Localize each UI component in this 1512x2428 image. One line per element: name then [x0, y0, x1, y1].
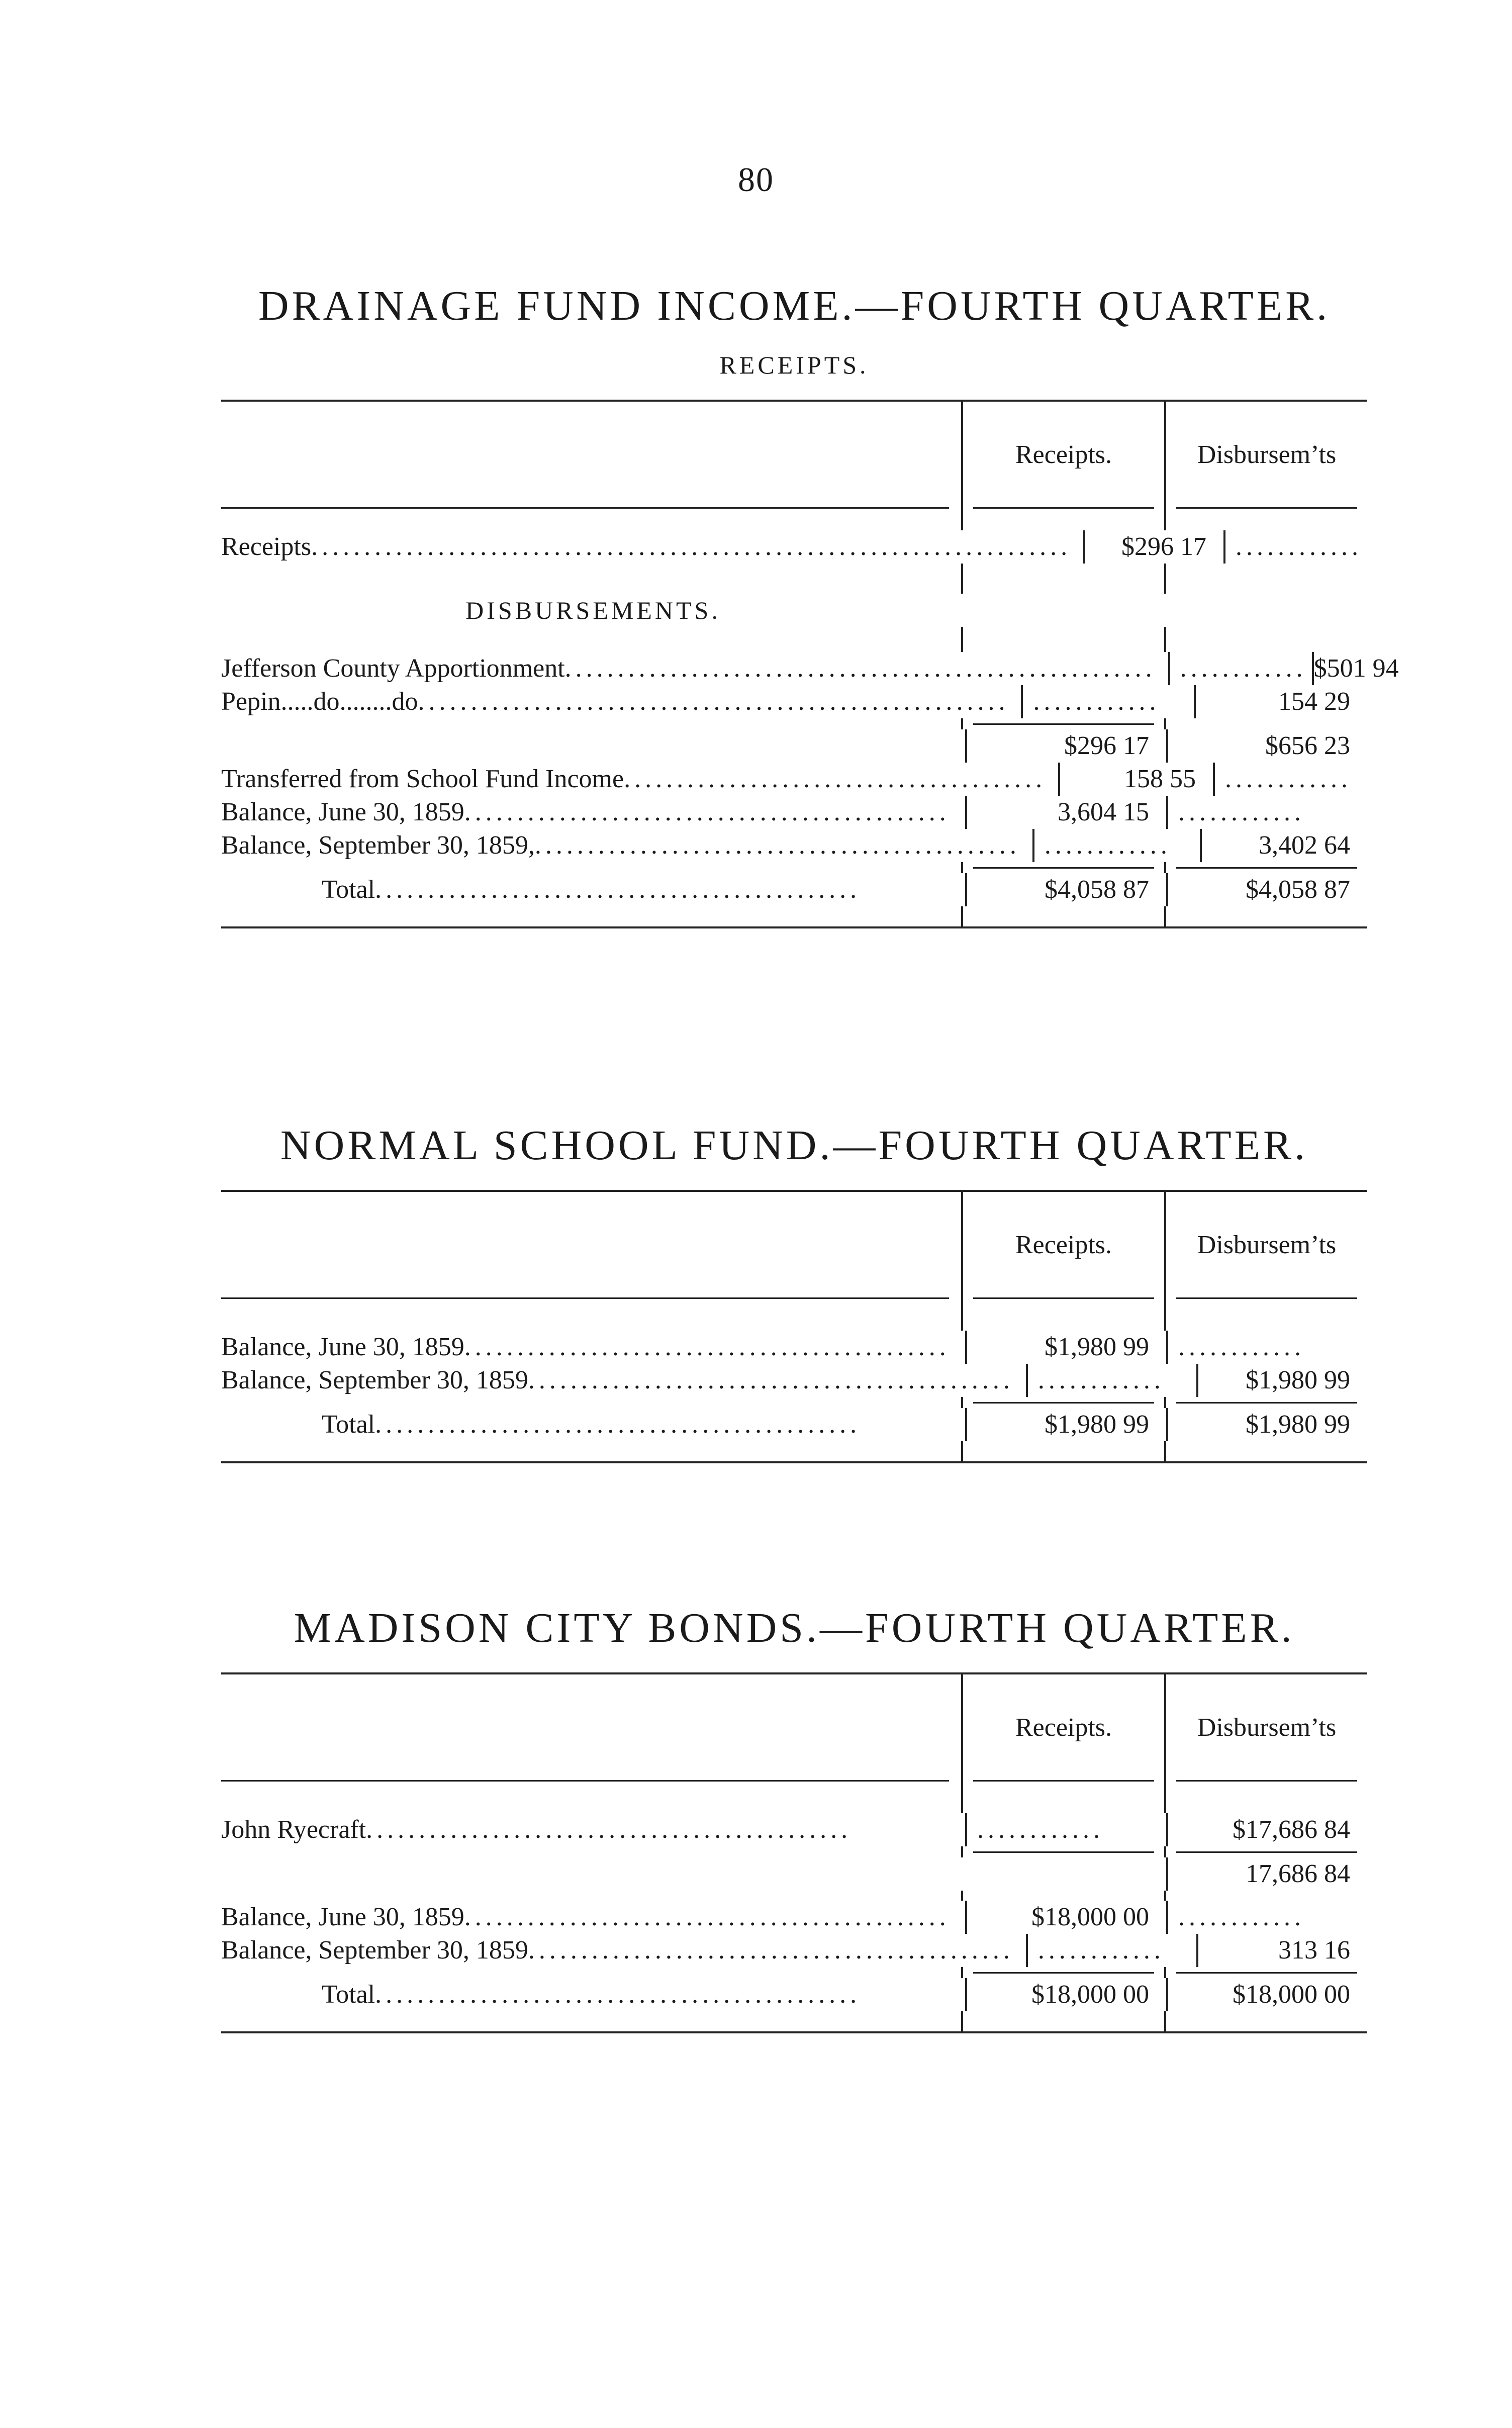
- row-label: Transferred from School Fund Income: [221, 765, 624, 793]
- table-row: Jefferson County Apportionment ........................................................ ............ $501 94: [221, 652, 1367, 685]
- table-row: Transferred from School Fund Income ........................................ 158 55 ............: [221, 763, 1367, 796]
- disbursements-cell: $1,980 99: [1196, 1364, 1367, 1397]
- receipts-cell: 158 55: [1058, 763, 1213, 796]
- row-label: Balance, June 30, 1859: [221, 1333, 464, 1361]
- subtotal-row: [221, 1857, 1367, 1891]
- receipts-cell: $18,000 00: [965, 1978, 1166, 2011]
- empty-dots-cell: ............: [1026, 1934, 1196, 1967]
- section-title: MADISON CITY BONDS.—FOURTH QUARTER.: [294, 1605, 1295, 1651]
- table-row: Balance, June 30, 1859 .............................................. 3,604 15 ............: [221, 796, 1367, 829]
- row-label: Total: [322, 1980, 375, 2009]
- disbursements-column-header: Disbursem’ts: [1164, 402, 1367, 507]
- disbursements-cell: $17,686 84: [1166, 1813, 1367, 1846]
- row-label: Balance, September 30, 1859,: [221, 831, 535, 860]
- column-header-row: [221, 402, 1367, 507]
- ledger-table: [221, 400, 1399, 928]
- receipts-column-header: Receipts.: [961, 1674, 1164, 1780]
- receipts-subhead: RECEIPTS.: [719, 351, 869, 379]
- receipts-cell: $1,980 99: [965, 1331, 1166, 1364]
- table-row: Receipts ........................................................................ $296 17 ............: [221, 530, 1367, 564]
- table-row: Pepin.....do........do ........................................................ ............ 154 29: [221, 685, 1367, 718]
- disbursements-cell: $501 94: [1312, 652, 1416, 685]
- ledger-table: [221, 1672, 1367, 2033]
- total-row: Total .............................................. $1,980 99 $1,980 99: [221, 1408, 1367, 1441]
- empty-dots-cell: ............: [1026, 1364, 1196, 1397]
- table-row: Balance, June 30, 1859 .............................................. $1,980 99 ............: [221, 1331, 1367, 1364]
- disbursements-cell: 17,686 84: [1166, 1857, 1367, 1891]
- disbursements-column-header: Disbursem’ts: [1164, 1674, 1367, 1780]
- disbursements-cell: 154 29: [1194, 685, 1367, 718]
- receipts-cell: $4,058 87: [965, 873, 1166, 906]
- page-number: 80: [738, 160, 774, 199]
- madison-city-bonds-section: [221, 1604, 1367, 2033]
- section-title: DRAINAGE FUND INCOME.—FOURTH QUARTER.: [258, 283, 1331, 329]
- empty-dots-cell: ............: [1166, 796, 1367, 829]
- empty-dots-cell: ............: [1168, 652, 1312, 685]
- table-row: Balance, September 30, 1859 .............................................. ............ 313 16: [221, 1934, 1367, 1967]
- receipts-cell: $18,000 00: [965, 1901, 1166, 1934]
- empty-dots-cell: ............: [1021, 685, 1194, 718]
- column-header-row: [221, 1192, 1367, 1297]
- table-row: John Ryecraft .............................................. ............ $17,686 84: [221, 1813, 1367, 1846]
- disbursements-cell: $18,000 00: [1166, 1978, 1367, 2011]
- row-label: Total: [322, 1410, 375, 1439]
- total-row: Total .............................................. $18,000 00 $18,000 00: [221, 1978, 1367, 2011]
- disbursements-cell: $4,058 87: [1166, 873, 1367, 906]
- empty-dots-cell: ............: [1032, 829, 1200, 862]
- empty-dots-cell: ............: [1166, 1331, 1367, 1364]
- normal-school-fund-section: [221, 1121, 1367, 1463]
- receipts-cell: $296 17: [1083, 530, 1223, 564]
- disbursements-cell: $1,980 99: [1166, 1408, 1367, 1441]
- row-label: Balance, September 30, 1859: [221, 1366, 528, 1394]
- total-row: Total .............................................. $4,058 87 $4,058 87: [221, 873, 1367, 906]
- column-header-row: [221, 1674, 1367, 1780]
- section-title: NORMAL SCHOOL FUND.—FOURTH QUARTER.: [280, 1122, 1308, 1169]
- empty-dots-cell: ............: [1166, 1901, 1367, 1934]
- empty-dots-cell: ............: [965, 1813, 1166, 1846]
- table-row: Balance, June 30, 1859 .............................................. $18,000 00 ............: [221, 1901, 1367, 1934]
- receipts-cell: 3,604 15: [965, 796, 1166, 829]
- row-label: Jefferson County Apportionment: [221, 654, 565, 683]
- drainage-fund-section: [221, 282, 1399, 928]
- empty-dots-cell: ............: [1213, 763, 1367, 796]
- row-label: Pepin.....do........do: [221, 687, 418, 716]
- disbursements-cell: $656 23: [1166, 729, 1367, 763]
- row-label: Total: [322, 875, 375, 904]
- table-row: [221, 594, 1367, 627]
- receipts-column-header: Receipts.: [961, 1192, 1164, 1297]
- ledger-table: [221, 1190, 1367, 1463]
- subtotal-row: [221, 729, 1367, 763]
- disbursements-cell: 3,402 64: [1200, 829, 1367, 862]
- disbursements-column-header: Disbursem’ts: [1164, 1192, 1367, 1297]
- row-label: Balance, June 30, 1859: [221, 798, 464, 826]
- table-row: Balance, September 30, 1859, .............................................. ............ 3,402 64: [221, 829, 1367, 862]
- table-row: Balance, September 30, 1859 .............................................. ............ $1,980 99: [221, 1364, 1367, 1397]
- disbursements-cell: 313 16: [1196, 1934, 1367, 1967]
- empty-dots-cell: ............: [1223, 530, 1367, 564]
- receipts-cell: $1,980 99: [965, 1408, 1166, 1441]
- receipts-column-header: Receipts.: [961, 402, 1164, 507]
- disbursements-heading: DISBURSEMENTS.: [465, 596, 721, 624]
- row-label: Balance, June 30, 1859: [221, 1903, 464, 1931]
- row-label: Balance, September 30, 1859: [221, 1936, 528, 1965]
- row-label: John Ryecraft: [221, 1815, 366, 1844]
- receipts-cell: $296 17: [965, 729, 1166, 763]
- row-label: Receipts: [221, 532, 312, 561]
